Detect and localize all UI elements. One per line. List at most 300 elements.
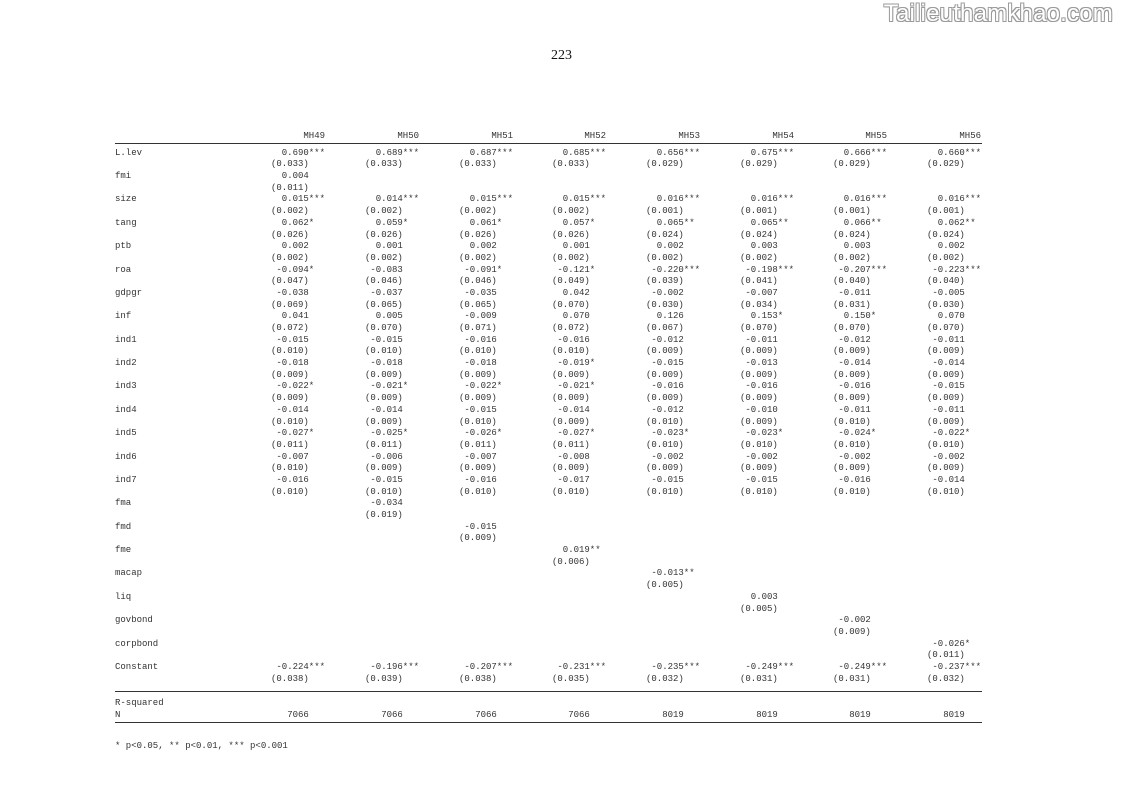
variable-label: ind6 [115, 451, 137, 462]
coefficient-cell: -0.016 [651, 381, 684, 392]
std-error-cell: (0.006) [552, 556, 590, 567]
table-row [115, 265, 982, 277]
n-cell: 8019 [943, 710, 965, 720]
std-error-cell: (0.002) [365, 206, 403, 217]
r-squared-row [115, 698, 982, 710]
std-error-cell: (0.009) [833, 369, 871, 380]
watermark: Tailieuthamkhao.com [883, 0, 1113, 27]
std-error-cell: (0.002) [646, 252, 684, 263]
std-error-cell: (0.031) [740, 673, 778, 684]
std-error-cell: (0.010) [459, 346, 497, 357]
std-error-cell: (0.070) [927, 323, 965, 333]
std-error-cell: (0.010) [833, 439, 871, 450]
coefficient-cell: -0.011 [932, 404, 965, 415]
column-header: MH50 [397, 131, 419, 141]
std-error-cell: (0.011) [365, 439, 403, 450]
n-cell: 7066 [287, 710, 309, 720]
coefficient-cell: -0.010 [745, 404, 778, 415]
coefficient-cell: -0.015 [276, 334, 309, 345]
coefficient-cell: -0.015 [370, 334, 403, 345]
coefficient-cell: 0.003 [843, 241, 871, 252]
std-error-cell: (0.009) [271, 393, 309, 404]
std-error-cell: (0.067) [646, 323, 684, 333]
std-error-cell: (0.011) [271, 439, 309, 450]
coefficient-cell: -0.249*** [838, 661, 887, 672]
coefficient-cell: -0.013** [651, 568, 695, 579]
n-cell: 8019 [756, 710, 778, 720]
coefficient-cell: -0.220*** [651, 264, 700, 275]
std-error-cell: (0.009) [833, 346, 871, 357]
coefficient-cell: -0.015 [370, 474, 403, 485]
std-error-cell: (0.038) [459, 673, 497, 684]
coefficient-cell: -0.011 [838, 404, 871, 415]
column-header: MH49 [303, 131, 325, 141]
n-cell: 7066 [381, 710, 403, 720]
coefficient-cell: 0.016*** [656, 194, 700, 205]
coefficient-cell: -0.014 [838, 358, 871, 369]
std-error-cell: (0.024) [833, 229, 871, 240]
std-error-cell: (0.009) [927, 463, 965, 474]
table-row-se [115, 674, 982, 686]
column-header: MH56 [959, 131, 981, 141]
coefficient-cell: -0.207*** [838, 264, 887, 275]
table-row [115, 171, 982, 183]
column-header: MH54 [772, 131, 794, 141]
coefficient-cell: 0.059* [375, 217, 409, 228]
coefficient-cell: -0.007 [464, 451, 497, 462]
table-row [115, 662, 982, 674]
coefficient-cell: 0.057* [562, 217, 596, 228]
std-error-cell: (0.039) [646, 276, 684, 287]
coefficient-cell: -0.011 [932, 334, 965, 345]
std-error-cell: (0.029) [740, 159, 778, 170]
coefficient-cell: -0.016 [557, 334, 590, 345]
table-row [115, 428, 982, 440]
std-error-cell: (0.009) [833, 463, 871, 474]
n-cell: 7066 [475, 710, 497, 720]
variable-label: L.lev [115, 147, 143, 158]
std-error-cell: (0.069) [271, 299, 309, 310]
std-error-cell: (0.009) [459, 533, 497, 544]
std-error-cell: (0.024) [927, 229, 965, 240]
std-error-cell: (0.010) [459, 416, 497, 427]
coefficient-cell: 0.150* [843, 311, 877, 322]
table-row-se [115, 487, 982, 499]
table-row [115, 381, 982, 393]
std-error-cell: (0.001) [927, 206, 965, 217]
std-error-cell: (0.002) [459, 206, 497, 217]
r-squared-label: R-squared [115, 698, 164, 709]
coefficient-cell: -0.018 [370, 358, 403, 369]
coefficient-cell: -0.016 [276, 474, 309, 485]
variable-label: Constant [115, 661, 159, 672]
std-error-cell: (0.026) [365, 229, 403, 240]
footnote: * p<0.05, ** p<0.01, *** p<0.001 [115, 741, 288, 751]
coefficient-cell: -0.027* [276, 428, 315, 439]
table-row [115, 568, 982, 580]
coefficient-cell: -0.014 [370, 404, 403, 415]
table-row [115, 545, 982, 557]
std-error-cell: (0.030) [927, 299, 965, 310]
coefficient-cell: 0.062* [281, 217, 315, 228]
coefficient-cell: -0.014 [276, 404, 309, 415]
table-row-se [115, 440, 982, 452]
std-error-cell: (0.010) [459, 486, 497, 497]
std-error-cell: (0.002) [740, 252, 778, 263]
coefficient-cell: 0.014*** [375, 194, 419, 205]
variable-label: ind2 [115, 358, 137, 369]
table-row-se [115, 393, 982, 405]
n-cell: 8019 [849, 710, 871, 720]
coefficient-cell: -0.015 [651, 474, 684, 485]
table-row-se [115, 557, 982, 569]
coefficient-cell: -0.022* [464, 381, 503, 392]
std-error-cell: (0.002) [552, 206, 590, 217]
std-error-cell: (0.070) [740, 323, 778, 333]
std-error-cell: (0.009) [552, 369, 590, 380]
std-error-cell: (0.065) [459, 299, 497, 310]
coefficient-cell: 0.689*** [375, 147, 419, 158]
std-error-cell: (0.009) [271, 369, 309, 380]
std-error-cell: (0.009) [833, 626, 871, 637]
coefficient-cell: -0.015 [464, 404, 497, 415]
variable-label: ptb [115, 241, 132, 252]
coefficient-cell: 0.070 [937, 311, 965, 322]
coefficient-cell: -0.196*** [370, 661, 419, 672]
table-row [115, 218, 982, 230]
coefficient-cell: -0.034 [370, 498, 403, 509]
std-error-cell: (0.002) [552, 252, 590, 263]
variable-label: liq [115, 591, 132, 602]
coefficient-cell: -0.249*** [745, 661, 794, 672]
table-row [115, 522, 982, 534]
variable-label: gdpgr [115, 287, 143, 298]
coefficient-cell: -0.002 [932, 451, 965, 462]
table-row-se [115, 206, 982, 218]
std-error-cell: (0.065) [365, 299, 403, 310]
coefficient-cell: -0.224*** [276, 661, 325, 672]
std-error-cell: (0.009) [459, 463, 497, 474]
coefficient-cell: -0.037 [370, 287, 403, 298]
std-error-cell: (0.001) [740, 206, 778, 217]
std-error-cell: (0.010) [271, 486, 309, 497]
std-error-cell: (0.070) [552, 299, 590, 310]
std-error-cell: (0.011) [552, 439, 590, 450]
std-error-cell: (0.011) [459, 439, 497, 450]
std-error-cell: (0.009) [646, 369, 684, 380]
coefficient-cell: -0.008 [557, 451, 590, 462]
std-error-cell: (0.038) [271, 673, 309, 684]
variable-label: ind4 [115, 404, 137, 415]
variable-label: tang [115, 217, 137, 228]
coefficient-cell: -0.237*** [932, 661, 981, 672]
std-error-cell: (0.010) [740, 486, 778, 497]
coefficient-cell: 0.001 [375, 241, 403, 252]
coefficient-cell: -0.013 [745, 358, 778, 369]
std-error-cell: (0.009) [552, 416, 590, 427]
coefficient-cell: 0.002 [469, 241, 497, 252]
std-error-cell: (0.019) [365, 510, 403, 520]
table-row-se [115, 253, 982, 265]
coefficient-cell: 0.015*** [469, 194, 513, 205]
bottom-rule [115, 722, 982, 723]
variable-label: ind3 [115, 381, 137, 392]
std-error-cell: (0.002) [271, 252, 309, 263]
regression-table [115, 131, 982, 723]
coefficient-cell: -0.038 [276, 287, 309, 298]
coefficient-cell: 0.016*** [937, 194, 981, 205]
coefficient-cell: -0.023* [745, 428, 784, 439]
table-row [115, 452, 982, 464]
table-row-se [115, 159, 982, 171]
coefficient-cell: -0.015 [651, 358, 684, 369]
std-error-cell: (0.032) [646, 673, 684, 684]
std-error-cell: (0.026) [459, 229, 497, 240]
std-error-cell: (0.001) [833, 206, 871, 217]
coefficient-cell: -0.017 [557, 474, 590, 485]
variable-label: inf [115, 311, 132, 322]
std-error-cell: (0.009) [927, 393, 965, 404]
std-error-cell: (0.029) [646, 159, 684, 170]
coefficient-cell: -0.091* [464, 264, 503, 275]
table-row [115, 194, 982, 206]
std-error-cell: (0.047) [271, 276, 309, 287]
std-error-cell: (0.009) [365, 369, 403, 380]
std-error-cell: (0.009) [740, 393, 778, 404]
std-error-cell: (0.010) [646, 486, 684, 497]
coefficient-cell: -0.016 [838, 474, 871, 485]
coefficient-cell: -0.016 [745, 381, 778, 392]
std-error-cell: (0.031) [833, 673, 871, 684]
variable-label: ind7 [115, 474, 137, 485]
std-error-cell: (0.011) [271, 182, 309, 193]
coefficient-cell: 0.002 [281, 241, 309, 252]
coefficient-cell: -0.014 [932, 358, 965, 369]
column-header: MH51 [491, 131, 513, 141]
coefficient-cell: -0.002 [745, 451, 778, 462]
coefficient-cell: 0.126 [656, 311, 684, 322]
std-error-cell: (0.029) [833, 159, 871, 170]
coefficient-cell: -0.005 [932, 287, 965, 298]
coefficient-cell: 0.002 [937, 241, 965, 252]
std-error-cell: (0.010) [365, 346, 403, 357]
std-error-cell: (0.049) [552, 276, 590, 287]
std-error-cell: (0.033) [365, 159, 403, 170]
column-header: MH52 [584, 131, 606, 141]
std-error-cell: (0.033) [459, 159, 497, 170]
std-error-cell: (0.009) [927, 369, 965, 380]
coefficient-cell: 0.660*** [937, 147, 981, 158]
table-row [115, 311, 982, 323]
table-row-se [115, 533, 982, 545]
std-error-cell: (0.032) [927, 673, 965, 684]
coefficient-cell: 0.042 [562, 287, 590, 298]
coefficient-cell: -0.207*** [464, 661, 513, 672]
coefficient-cell: -0.019* [557, 358, 596, 369]
std-error-cell: (0.005) [740, 603, 778, 614]
std-error-cell: (0.031) [833, 299, 871, 310]
std-error-cell: (0.035) [552, 673, 590, 684]
coefficient-cell: 0.065** [656, 217, 695, 228]
coefficient-cell: -0.002 [838, 615, 871, 626]
table-row [115, 148, 982, 160]
std-error-cell: (0.070) [365, 323, 403, 333]
coefficient-cell: -0.022* [932, 428, 971, 439]
table-header-row [115, 131, 982, 143]
coefficient-cell: -0.015 [464, 521, 497, 532]
coefficient-cell: -0.015 [932, 381, 965, 392]
coefficient-cell: 0.015*** [562, 194, 606, 205]
coefficient-cell: -0.012 [838, 334, 871, 345]
table-row-se [115, 627, 982, 639]
std-error-cell: (0.010) [833, 486, 871, 497]
table-row-se [115, 323, 982, 335]
coefficient-cell: -0.012 [651, 404, 684, 415]
coefficient-cell: -0.014 [932, 474, 965, 485]
std-error-cell: (0.010) [271, 463, 309, 474]
coefficient-cell: -0.014 [557, 404, 590, 415]
coefficient-cell: 0.666*** [843, 147, 887, 158]
n-row [115, 710, 982, 722]
std-error-cell: (0.009) [365, 416, 403, 427]
n-label: N [115, 710, 121, 720]
std-error-cell: (0.072) [552, 323, 590, 333]
coefficient-cell: 0.061* [469, 217, 503, 228]
coefficient-cell: -0.016 [464, 334, 497, 345]
coefficient-cell: -0.018 [464, 358, 497, 369]
coefficient-cell: -0.002 [651, 451, 684, 462]
table-row-se [115, 417, 982, 429]
coefficient-cell: 0.062** [937, 217, 976, 228]
std-error-cell: (0.033) [552, 159, 590, 170]
std-error-cell: (0.041) [740, 276, 778, 287]
variable-label: macap [115, 568, 143, 579]
table-row [115, 615, 982, 627]
coefficient-cell: 0.070 [562, 311, 590, 322]
std-error-cell: (0.010) [552, 346, 590, 357]
coefficient-cell: 0.656*** [656, 147, 700, 158]
coefficient-cell: -0.022* [276, 381, 315, 392]
coefficient-cell: -0.011 [838, 287, 871, 298]
coefficient-cell: -0.002 [838, 451, 871, 462]
coefficient-cell: -0.094* [276, 264, 315, 275]
std-error-cell: (0.009) [740, 346, 778, 357]
table-row-se [115, 276, 982, 288]
std-error-cell: (0.010) [646, 439, 684, 450]
coefficient-cell: -0.015 [745, 474, 778, 485]
coefficient-cell: 0.675*** [750, 147, 794, 158]
variable-label: ind1 [115, 334, 137, 345]
n-cell: 8019 [662, 710, 684, 720]
std-error-cell: (0.005) [646, 580, 684, 591]
coefficient-cell: 0.066** [843, 217, 882, 228]
std-error-cell: (0.046) [365, 276, 403, 287]
std-error-cell: (0.040) [927, 276, 965, 287]
table-row-se [115, 510, 982, 522]
std-error-cell: (0.070) [833, 323, 871, 333]
table-row [115, 498, 982, 510]
variable-label: fmd [115, 521, 132, 532]
std-error-cell: (0.011) [927, 650, 965, 661]
variable-label: fme [115, 545, 132, 556]
coefficient-cell: 0.019** [562, 545, 601, 556]
table-row [115, 241, 982, 253]
coefficient-cell: -0.023* [651, 428, 690, 439]
std-error-cell: (0.039) [365, 673, 403, 684]
coefficient-cell: -0.198*** [745, 264, 794, 275]
std-error-cell: (0.071) [459, 323, 497, 333]
std-error-cell: (0.026) [271, 229, 309, 240]
coefficient-cell: 0.153* [750, 311, 784, 322]
coefficient-cell: 0.687*** [469, 147, 513, 158]
std-error-cell: (0.010) [271, 416, 309, 427]
table-row-se [115, 370, 982, 382]
coefficient-cell: -0.007 [745, 287, 778, 298]
column-header: MH53 [678, 131, 700, 141]
variable-label: roa [115, 264, 132, 275]
std-error-cell: (0.009) [646, 393, 684, 404]
coefficient-cell: 0.041 [281, 311, 309, 322]
std-error-cell: (0.002) [365, 252, 403, 263]
std-error-cell: (0.002) [927, 252, 965, 263]
std-error-cell: (0.010) [927, 439, 965, 450]
coefficient-cell: -0.018 [276, 358, 309, 369]
std-error-cell: (0.026) [552, 229, 590, 240]
table-row-se [115, 230, 982, 242]
coefficient-cell: -0.223*** [932, 264, 981, 275]
coefficient-cell: -0.024* [838, 428, 877, 439]
std-error-cell: (0.009) [927, 416, 965, 427]
std-error-cell: (0.009) [646, 346, 684, 357]
coefficient-cell: 0.690*** [281, 147, 325, 158]
std-error-cell: (0.009) [459, 369, 497, 380]
std-error-cell: (0.030) [646, 299, 684, 310]
table-row [115, 639, 982, 651]
table-row [115, 475, 982, 487]
coefficient-cell: -0.006 [370, 451, 403, 462]
std-error-cell: (0.072) [271, 323, 309, 333]
table-row-se [115, 183, 982, 195]
variable-label: fma [115, 498, 132, 509]
std-error-cell: (0.009) [927, 346, 965, 357]
coefficient-cell: -0.121* [557, 264, 596, 275]
coefficient-cell: -0.026* [464, 428, 503, 439]
std-error-cell: (0.009) [552, 463, 590, 474]
std-error-cell: (0.040) [833, 276, 871, 287]
std-error-cell: (0.009) [646, 463, 684, 474]
column-header: MH55 [865, 131, 887, 141]
std-error-cell: (0.029) [927, 159, 965, 170]
variable-label: govbond [115, 615, 153, 626]
std-error-cell: (0.002) [459, 252, 497, 263]
coefficient-cell: -0.021* [557, 381, 596, 392]
table-row-se [115, 463, 982, 475]
coefficient-cell: -0.016 [838, 381, 871, 392]
std-error-cell: (0.024) [740, 229, 778, 240]
std-error-cell: (0.001) [646, 206, 684, 217]
std-error-cell: (0.010) [646, 416, 684, 427]
variable-label: size [115, 194, 137, 205]
coefficient-cell: -0.021* [370, 381, 409, 392]
coefficient-cell: -0.009 [464, 311, 497, 322]
std-error-cell: (0.010) [740, 439, 778, 450]
variable-label: corpbond [115, 638, 159, 649]
coefficient-cell: -0.025* [370, 428, 409, 439]
table-body [115, 148, 982, 686]
std-error-cell: (0.009) [365, 393, 403, 404]
coefficient-cell: -0.012 [651, 334, 684, 345]
table-row [115, 592, 982, 604]
